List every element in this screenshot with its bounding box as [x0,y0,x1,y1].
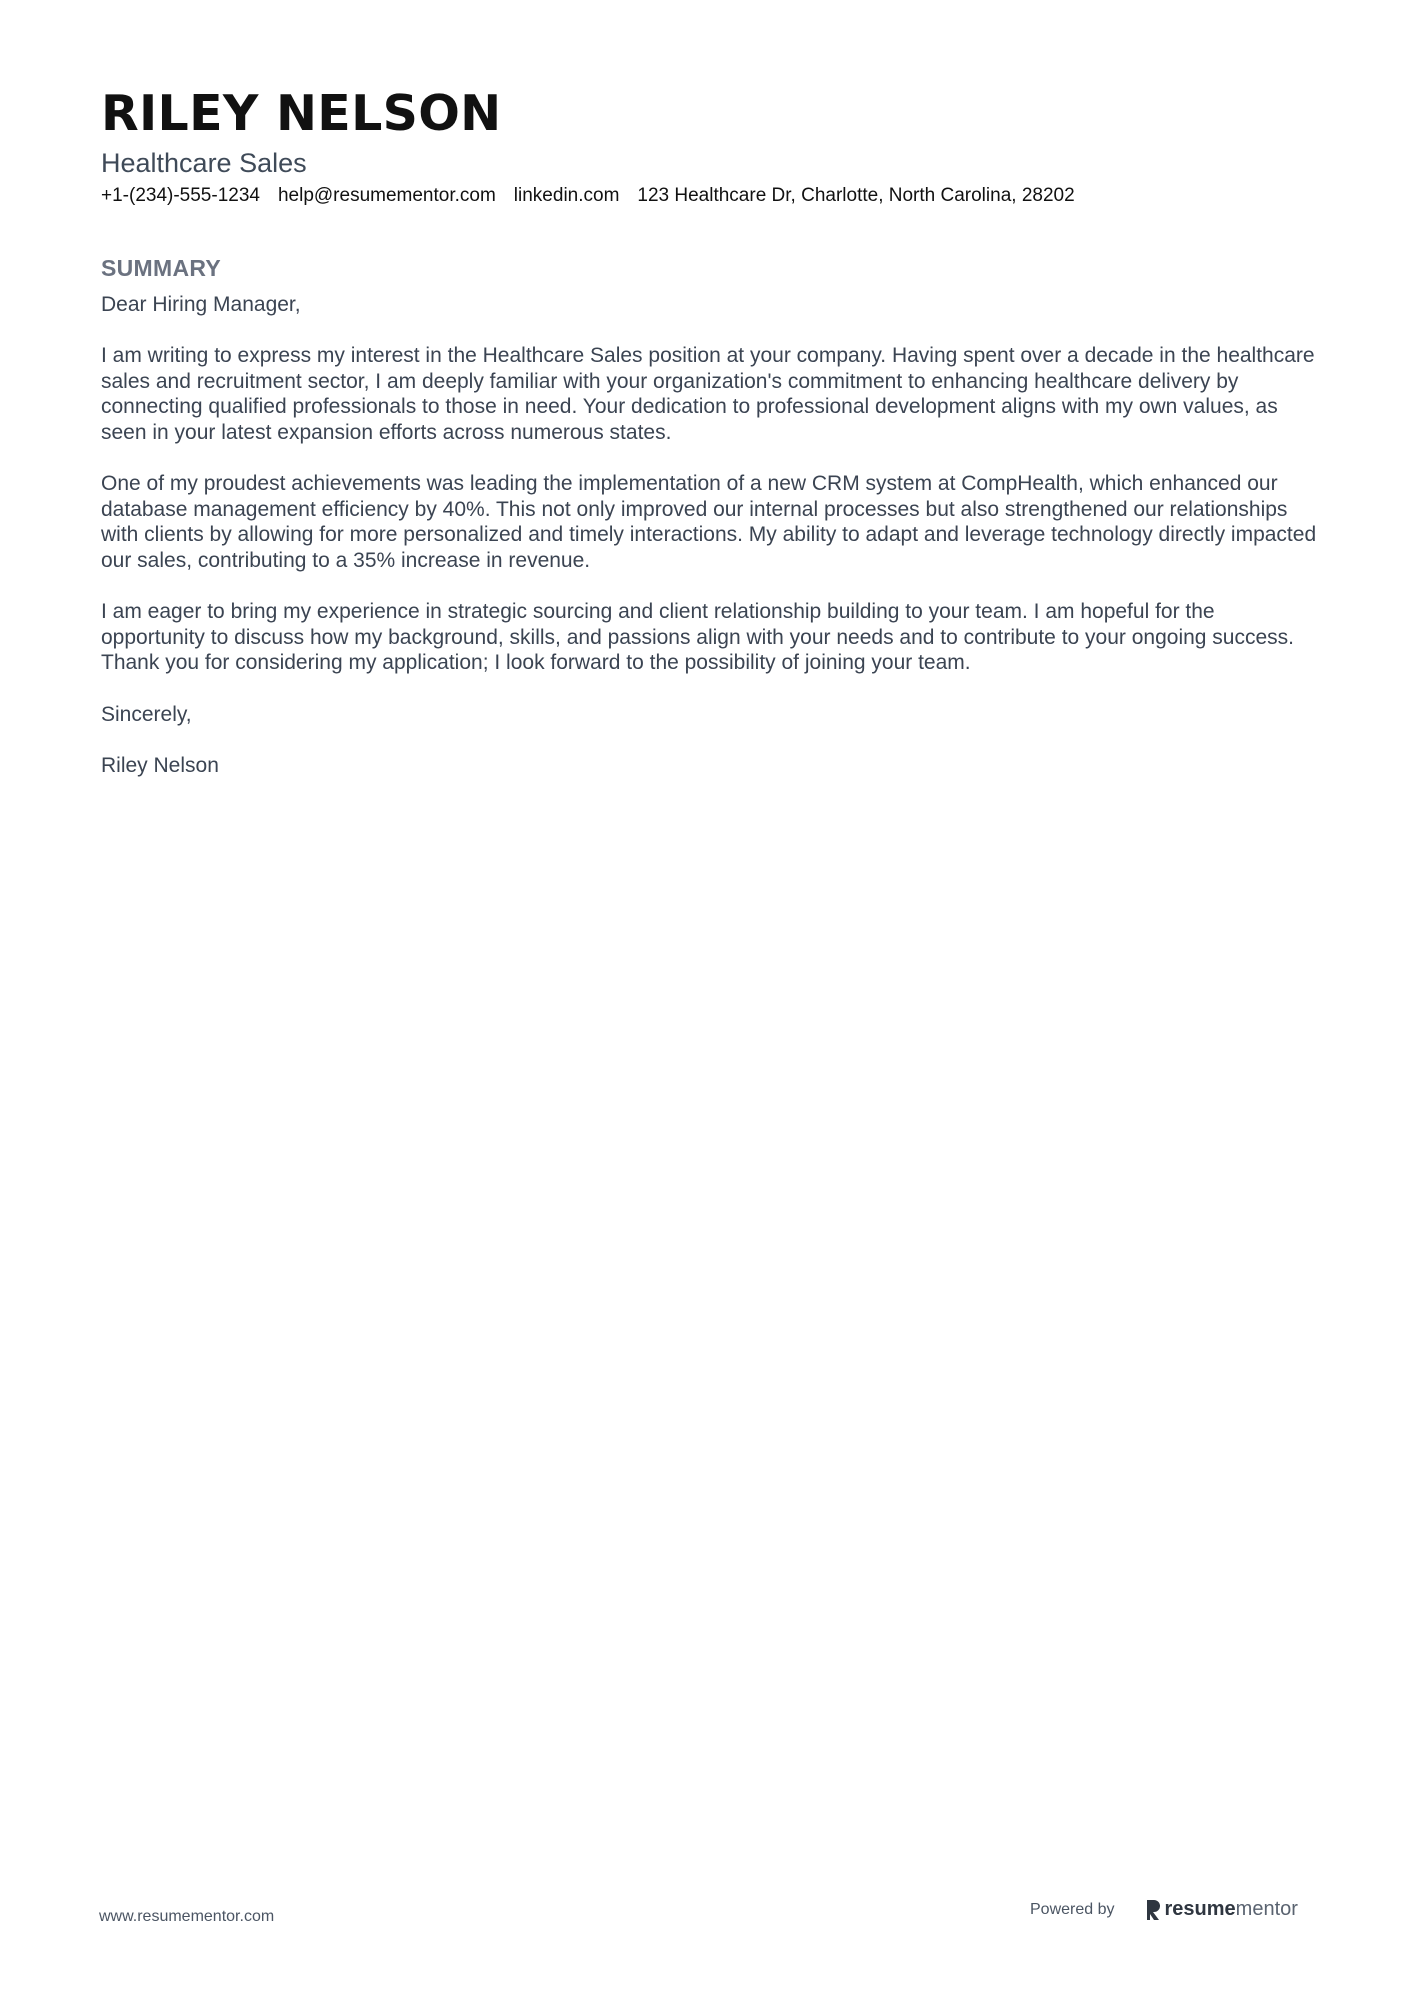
resumementor-logo-icon [1145,1899,1161,1921]
brand-light: mentor [1235,1898,1298,1920]
footer-branding [1030,1898,1298,1921]
resumementor-wordmark [1165,1898,1298,1921]
letter-closing: Sincerely, [101,702,192,726]
candidate-name: RILEY NELSON [101,85,502,142]
contact-phone: +1-(234)-555-1234 [101,185,260,206]
footer-website: www.resumementor.com [99,1908,275,1925]
letter-paragraph-2: One of my proudest achievements was leading the implementation of a new CRM system at CompHealth, which enhanced our database management efficiency by 40%. This not only improved our internal processes but also strengthened our relationships with clients by allowing for more personalized and timely interactions. My ability to adapt and leverage technology directly impacted our sales, contributing to a 35% increase in revenue. [101,472,1317,572]
letter-signature: Riley Nelson [101,753,219,777]
resumementor-logo [1145,1898,1298,1921]
brand-bold: resume [1164,1898,1236,1920]
letter-salutation: Dear Hiring Manager, [101,293,301,316]
summary-heading: SUMMARY [101,255,222,281]
letter-paragraph-3: I am eager to bring my experience in strategic sourcing and client relationship building to your team. I am hopeful for the opportunity to discuss how my background, skills, and passions align with your needs and to contribute to your ongoing success. Thank you for considering my application; I look forward to the possibility of joining your team. [101,600,1295,675]
contact-address: 123 Healthcare Dr, Charlotte, North Carolina, 28202 [637,185,1075,206]
contact-line [101,182,1319,210]
letter-body [101,292,1319,778]
contact-linkedin: linkedin.com [513,185,620,206]
cover-letter-page [101,82,1319,804]
candidate-title: Healthcare Sales [101,148,307,178]
contact-email: help@resumementor.com [277,185,496,206]
letter-paragraph-1: I am writing to express my interest in the Healthcare Sales position at your company. Having spent over a decade in the healthcare sales and recruitment sector, I am deeply familiar with your organization's commitment to enhancing healthcare delivery by connecting qualified professionals to those in need. Your dedication to professional development aligns with my own values, as seen in your latest expansion efforts across numerous states. [101,344,1315,444]
powered-by-label: Powered by [1030,1900,1115,1918]
